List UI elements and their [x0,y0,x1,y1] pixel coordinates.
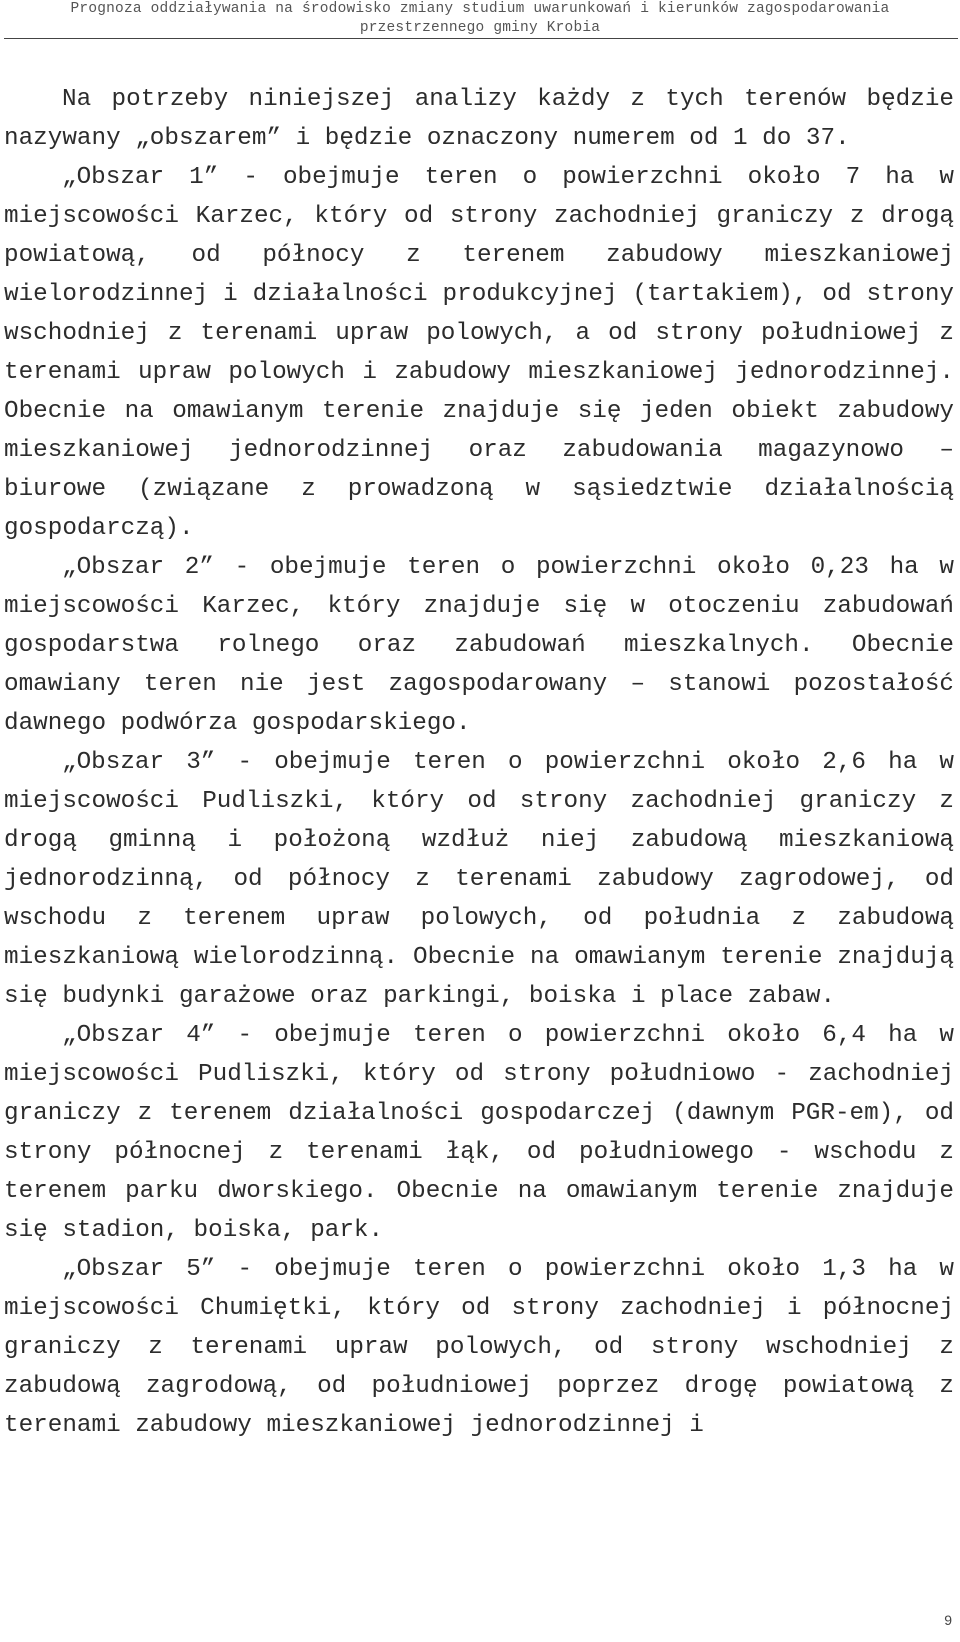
paragraph-obszar-4: „Obszar 4” - obejmuje teren o powierzchni około 6,4 ha w miejscowości Pudliszki, który od strony południowo - zachodniej graniczy z terenem działalności gospodarczej (dawnym PGR-em), od strony północnej z terenami łąk, od południowego - wschodu z terenem parku dworskiego. Obecnie na omawianym terenie znajduje się stadion, boiska, park. [4,1022,954,1244]
paragraph-obszar-2: „Obszar 2” - obejmuje teren o powierzchni około 0,23 ha w miejscowości Karzec, który znajduje się w otoczeniu zabudowań gospodarstwa rolnego oraz zabudowań mieszkalnych. Obecnie omawiany teren nie jest zagospodarowany – stanowi pozostałość dawnego podwórza gospodarskiego. [4,554,954,737]
page-number: 9 [944,1612,952,1628]
header-title-line-1: Prognoza oddziaływania na środowisko zmiany studium uwarunkowań i kierunków zagospodarowania [70,1,890,17]
paragraph-intro: Na potrzeby niniejszej analizy każdy z tych terenów będzie nazywany „obszarem” i będzie oznaczony numerem od 1 do 37. [4,86,954,152]
paragraph-obszar-3: „Obszar 3” - obejmuje teren o powierzchni około 2,6 ha w miejscowości Pudliszki, który od strony zachodniej graniczy z drogą gminną i położoną wzdłuż niej zabudową mieszkaniową jednorodzinną, od północy z terenami zabudowy zagrodowej, od wschodu z terenem upraw polowych, od południa z zabudową mieszkaniową wielorodzinną. Obecnie na omawianym terenie znajdują się budynki garażowe oraz parkingi, boiska i place zabaw. [4,749,954,1010]
header-title-line-2: przestrzennego gminy Krobia [359,20,601,36]
page-header [0,0,960,38]
paragraph-obszar-5: „Obszar 5” - obejmuje teren o powierzchni około 1,3 ha w miejscowości Chumiętki, który od strony zachodniej i północnej graniczy z terenami upraw polowych, od strony wschodniej z zabudową zagrodową, od południowej poprzez drogę powiatową z terenami zabudowy mieszkaniowej jednorodzinnej i [4,1256,954,1439]
paragraph-obszar-1: „Obszar 1” - obejmuje teren o powierzchni około 7 ha w miejscowości Karzec, który od strony zachodniej graniczy z drogą powiatową, od północy z terenem zabudowy mieszkaniowej wielorodzinnej i działalności produkcyjnej (tartakiem), od strony wschodniej z terenami upraw polowych, a od strony południowej z terenami upraw polowych i zabudowy mieszkaniowej jednorodzinnej. Obecnie na omawianym terenie znajduje się jeden obiekt zabudowy mieszkaniowej jednorodzinnej oraz zabudowania magazynowo – biurowe (związane z prowadzoną w sąsiedztwie działalnością gospodarczą). [4,164,954,542]
header-divider [4,38,958,39]
document-body [4,80,954,1445]
